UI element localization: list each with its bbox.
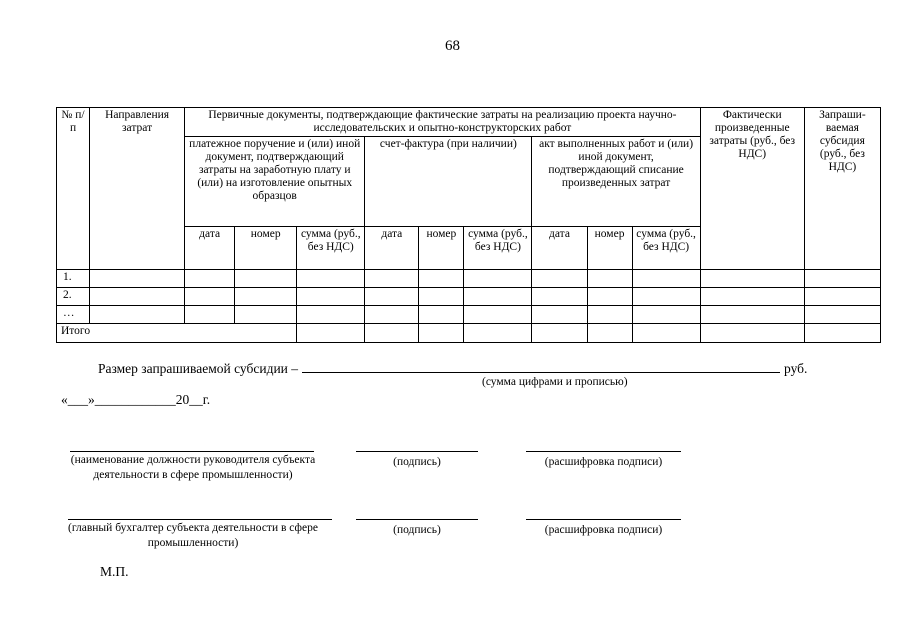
subsidy-amount-blank: [302, 359, 780, 373]
decoding-caption: (расшифровка подписи): [544, 524, 663, 536]
subheader-number: номер: [235, 227, 297, 270]
header-direction: Направления затрат: [90, 108, 185, 270]
signature-line: [356, 519, 478, 520]
subsidy-amount-line: [98, 359, 807, 377]
header-payment-order: платежное поручение и (или) иной документ, подтверждающий затраты на заработную плату и (или) на изготовление опытных образцов: [185, 137, 365, 227]
header-requested-subsidy: Запраши- ваемая субсидия (руб., без НДС): [804, 108, 880, 270]
page-number: 68: [445, 38, 460, 54]
signature-caption: (подпись): [393, 456, 441, 468]
subheader-date: дата: [365, 227, 419, 270]
position-line: [70, 451, 314, 452]
subheader-date: дата: [532, 227, 587, 270]
table-row: [57, 270, 881, 288]
header-primary-docs: Первичные документы, подтверждающие фактические затраты на реализацию проекта научно-исследовательских и опытно-конструкторских работ: [185, 108, 701, 137]
subheader-number: номер: [587, 227, 632, 270]
subheader-amount: сумма (руб., без НДС): [464, 227, 532, 270]
position-caption: (главный бухгалтер субъекта деятельности в сфере промышленности): [68, 522, 318, 549]
header-no: № п/п: [57, 108, 90, 270]
subheader-date: дата: [185, 227, 235, 270]
total-label: Итого: [57, 324, 297, 343]
decoding-line: [526, 519, 681, 520]
subheader-number: номер: [419, 227, 464, 270]
position-caption: (наименование должности руководителя субъекта деятельности в сфере промышленности): [70, 454, 316, 481]
date-line: «___»____________20__г.: [61, 392, 211, 407]
total-row: [57, 324, 881, 343]
row-number: …: [57, 306, 90, 324]
subsidy-unit: руб.: [784, 361, 808, 376]
row-number: 2.: [57, 288, 90, 306]
expense-table: [56, 107, 881, 343]
header-actual-costs: Фактически произведенные затраты (руб., без НДС): [700, 108, 804, 270]
row-number: 1.: [57, 270, 90, 288]
signature-caption: (подпись): [393, 524, 441, 536]
subheader-amount: сумма (руб., без НДС): [632, 227, 700, 270]
position-line: [68, 519, 332, 520]
seal-placeholder: М.П.: [100, 564, 129, 579]
subsidy-caption: (сумма цифрами и прописью): [482, 376, 628, 388]
decoding-caption: (расшифровка подписи): [544, 456, 663, 468]
header-invoice: счет-фактура (при наличии): [365, 137, 532, 227]
table-row: [57, 306, 881, 324]
header-work-act: акт выполненных работ и (или) иной документ, подтверждающий списание произведенных затрат: [532, 137, 700, 227]
subheader-amount: сумма (руб., без НДС): [297, 227, 365, 270]
subsidy-label: Размер запрашиваемой субсидии –: [98, 361, 299, 376]
decoding-line: [526, 451, 681, 452]
table-row: [57, 288, 881, 306]
signature-line: [356, 451, 478, 452]
